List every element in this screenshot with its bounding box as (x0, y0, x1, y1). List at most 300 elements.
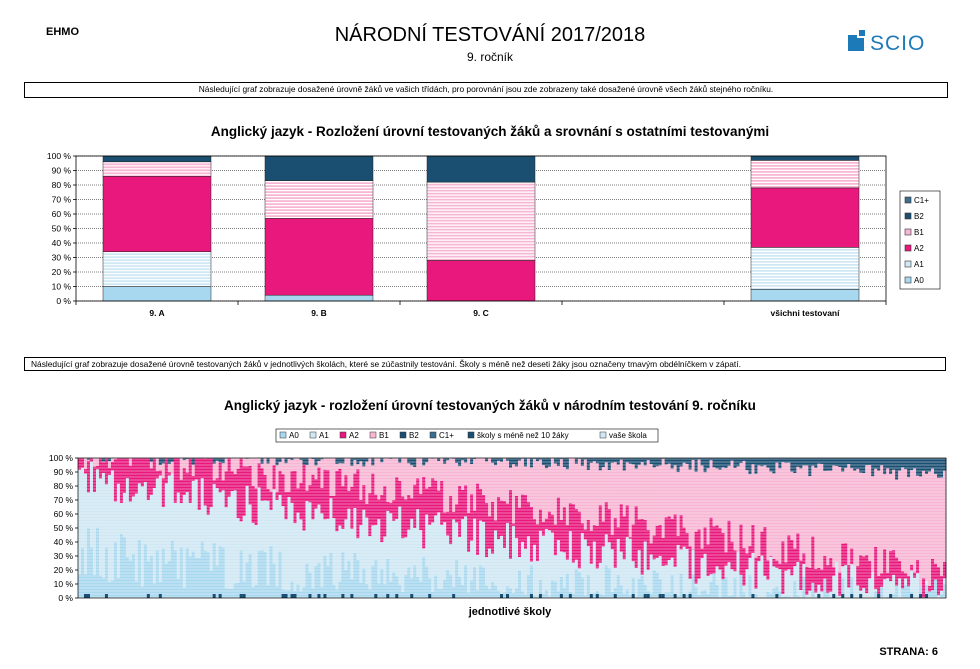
school-bar-segment (662, 566, 665, 597)
school-bar-segment (347, 509, 350, 561)
school-bar-segment (692, 549, 695, 574)
school-bar-segment (545, 529, 548, 590)
legend-label: A0 (914, 276, 924, 285)
school-bar-segment (853, 471, 856, 566)
bar-segment-A2 (751, 188, 859, 247)
school-bar-segment (470, 580, 473, 598)
school-bar-segment (599, 458, 602, 470)
school-bar-segment (108, 475, 111, 582)
school-bar-segment (443, 580, 446, 598)
school-bar-segment (249, 505, 252, 554)
y-tick-label: 30 % (51, 252, 71, 263)
y-tick-label: 70 % (53, 495, 73, 505)
x-tick-label: 9. B (311, 308, 327, 318)
school-bar-segment (180, 458, 183, 480)
school-bar-segment (497, 461, 500, 497)
school-bar-segment (419, 458, 422, 494)
small-school-marker (291, 594, 294, 598)
school-bar-segment (524, 595, 527, 598)
x-tick-label: všichni testovaní (770, 308, 840, 318)
school-bar-segment (317, 458, 320, 461)
school-bar-segment (620, 585, 623, 598)
school-bar-segment (494, 465, 497, 520)
school-bar-segment (377, 458, 380, 499)
bar-segment-B1 (427, 182, 535, 260)
bar-segment-B2 (265, 156, 373, 181)
school-bar-segment (365, 458, 368, 461)
school-bar-segment (509, 490, 512, 559)
bar-segment-fill (103, 156, 211, 162)
school-bar-segment (671, 575, 674, 598)
school-bar-segment (401, 496, 404, 538)
school-bar-segment (497, 539, 500, 590)
school-bar-segment (551, 515, 554, 533)
school-bar-segment (701, 558, 704, 591)
small-school-marker (219, 594, 222, 598)
school-bar-segment (270, 546, 273, 598)
school-bar-segment (596, 568, 599, 590)
school-bar-segment (707, 458, 710, 468)
school-bar-segment (862, 473, 865, 556)
school-bar-segment (213, 464, 216, 481)
school-bar-segment (566, 469, 569, 525)
y-tick-label: 60 % (51, 209, 71, 219)
school-bar-segment (458, 577, 461, 598)
school-bar-segment (264, 500, 267, 551)
school-bar-segment (739, 575, 742, 598)
school-bar-segment (587, 520, 590, 546)
school-bar-segment (901, 588, 904, 598)
school-bar-segment (78, 574, 81, 598)
school-bar-segment (545, 468, 548, 518)
legend-label: vaše škola (609, 431, 647, 440)
small-school-marker (374, 594, 377, 598)
school-bar-segment (305, 465, 308, 491)
bar-segment-fill (751, 289, 859, 301)
school-bar-segment (844, 458, 847, 468)
school-bar-segment (189, 556, 192, 598)
school-bar-segment (389, 459, 392, 503)
school-bar-segment (892, 550, 895, 575)
school-bar-segment (874, 547, 877, 589)
small-school-marker (539, 594, 542, 598)
school-bar-segment (742, 458, 745, 461)
school-bar-segment (150, 468, 153, 494)
legend-item-A2 (905, 244, 924, 253)
school-bar-segment (362, 510, 365, 569)
school-bar-segment (407, 530, 410, 568)
school-bar-segment (847, 587, 850, 598)
school-bar-segment (623, 517, 626, 560)
small-school-marker (632, 594, 635, 598)
school-bar-segment (413, 528, 416, 565)
school-bar-segment (279, 458, 282, 462)
y-tick-label: 0 % (56, 296, 71, 306)
school-bar-segment (772, 588, 775, 598)
school-bar-segment (108, 582, 111, 598)
school-bar-segment (353, 473, 356, 508)
school-bar-segment (766, 458, 769, 468)
legend-swatch (905, 197, 911, 203)
small-school-marker (859, 594, 862, 598)
legend-item (430, 431, 454, 440)
school-bar-segment (183, 588, 186, 598)
school-bar-segment (701, 549, 704, 559)
legend-swatch (430, 432, 436, 438)
school-bar-segment (195, 458, 198, 479)
school-bar-segment (922, 458, 925, 471)
school-bar-segment (288, 492, 291, 497)
school-bar-segment (850, 458, 853, 468)
school-bar-segment (470, 541, 473, 581)
school-bar-segment (237, 469, 240, 518)
legend-label: C1+ (914, 196, 929, 205)
school-bar-segment (392, 500, 395, 521)
school-bar-segment (659, 525, 662, 556)
school-bar-segment (183, 495, 186, 588)
school-bar-segment (883, 550, 886, 580)
class-levels-chart (0, 140, 980, 325)
legend-label: B2 (914, 212, 924, 221)
small-school-marker (395, 594, 398, 598)
school-bar-segment (521, 494, 524, 541)
school-bar-segment (368, 536, 371, 589)
school-bar-segment (252, 587, 255, 598)
school-bar-segment (808, 458, 811, 476)
school-bar-segment (404, 458, 407, 499)
school-bar-segment (698, 578, 701, 594)
school-bar-segment (305, 501, 308, 563)
small-school-marker (569, 594, 572, 598)
y-tick-label: 0 % (58, 593, 73, 603)
school-bar-segment (748, 575, 751, 598)
school-bar-segment (713, 467, 716, 526)
y-tick-label: 50 % (51, 223, 71, 234)
school-bar-segment (473, 459, 476, 511)
small-school-marker (105, 594, 108, 598)
school-bar-segment (380, 495, 383, 542)
school-bar-segment (126, 478, 129, 557)
school-bar-segment (246, 486, 249, 562)
school-bar-segment (296, 458, 299, 488)
school-bar-segment (512, 526, 515, 593)
school-bar-segment (620, 551, 623, 585)
school-bar-segment (671, 558, 674, 575)
school-bar-segment (150, 458, 153, 462)
legend-label: B2 (409, 431, 419, 440)
school-bar-segment (895, 586, 898, 598)
school-bar-segment (294, 458, 297, 471)
school-bar-segment (725, 458, 728, 468)
school-bar-segment (686, 594, 689, 598)
small-school-marker (386, 594, 389, 598)
school-bar-segment (90, 462, 93, 548)
school-bar-segment (515, 496, 518, 538)
small-school-marker (590, 594, 593, 598)
school-bar-segment (123, 458, 126, 493)
small-school-marker (662, 594, 665, 598)
school-bar-segment (371, 525, 374, 565)
school-bar-segment (733, 571, 736, 577)
school-bar-segment (677, 545, 680, 596)
chart2-bars (78, 458, 946, 598)
school-bar-segment (748, 458, 751, 474)
school-bar-segment (784, 562, 787, 570)
school-bar-segment (96, 528, 99, 598)
school-bar-segment (350, 487, 353, 529)
school-bar-segment (461, 585, 464, 598)
small-school-marker (644, 594, 647, 598)
y-tick-label: 60 % (53, 509, 73, 519)
school-bar-segment (383, 536, 386, 584)
small-school-marker (147, 594, 150, 598)
school-bar-segment (799, 469, 802, 561)
school-bar-segment (856, 458, 859, 469)
school-code: EHMO (46, 26, 79, 38)
school-bar-segment (829, 458, 832, 471)
school-bar-segment (374, 525, 377, 560)
small-school-marker (689, 594, 692, 598)
school-bar-segment (934, 564, 937, 580)
school-bar-segment (84, 473, 87, 574)
school-bar-segment (587, 575, 590, 598)
school-bar-segment (883, 474, 886, 549)
school-bar-segment (323, 556, 326, 598)
school-bar-segment (757, 556, 760, 561)
school-bar-segment (509, 458, 512, 468)
small-school-marker (410, 594, 413, 598)
school-bar-segment (96, 466, 99, 469)
school-bar-segment (916, 458, 919, 476)
school-bar-segment (102, 458, 105, 461)
school-bar-segment (778, 564, 781, 569)
school-bar-segment (413, 467, 416, 485)
school-bar-segment (629, 464, 632, 537)
school-bar-segment (695, 587, 698, 598)
school-bar-segment (733, 458, 736, 468)
school-bar-segment (302, 530, 305, 586)
school-bar-segment (485, 461, 488, 503)
school-bar-segment (590, 531, 593, 564)
school-bar-segment (404, 575, 407, 598)
legend-swatch (905, 229, 911, 235)
school-bar-segment (111, 462, 114, 471)
school-bar-segment (302, 587, 305, 598)
school-bar-segment (668, 516, 671, 560)
school-bar-segment (383, 486, 386, 536)
school-bar-segment (141, 486, 144, 586)
school-bar-segment (769, 556, 772, 557)
legend-label: A1 (914, 260, 924, 269)
school-bar-segment (527, 575, 530, 598)
school-bar-segment (671, 458, 674, 469)
school-bar-segment (371, 473, 374, 525)
school-bar-segment (249, 466, 252, 505)
school-bar-segment (877, 458, 880, 471)
school-bar-segment (413, 485, 416, 528)
school-bar-segment (889, 474, 892, 551)
chart1-y-tick-labels (47, 151, 72, 306)
y-tick-label: 10 % (51, 281, 71, 292)
school-bar-segment (554, 581, 557, 598)
school-bar-segment (787, 463, 790, 536)
bar-segment-B2 (427, 156, 535, 182)
school-bar-segment (778, 458, 781, 468)
legend-swatch (905, 277, 911, 283)
small-school-marker (614, 594, 617, 598)
class-chart-note: Následující graf zobrazuje dosažené úrovně žáků ve vašich třídách, pro porovnání jsou zde zobrazeny také dosažené úrovně všech žáků stejného ročníku. (24, 82, 948, 98)
school-bar-segment (93, 467, 96, 492)
school-bar-segment (485, 586, 488, 598)
school-bar-segment (264, 475, 267, 501)
school-bar-segment (416, 577, 419, 598)
school-bar-segment (799, 560, 802, 590)
legend-swatch (468, 432, 474, 438)
school-bar-segment (841, 472, 844, 544)
legend-item (468, 431, 569, 440)
y-tick-label: 80 % (53, 481, 73, 491)
small-school-marker (659, 594, 662, 598)
bar-segment-fill (751, 156, 859, 160)
school-bar-segment (377, 519, 380, 583)
school-bar-segment (853, 458, 856, 471)
page-title: NÁRODNÍ TESTOVÁNÍ 2017/2018 (334, 24, 646, 46)
small-school-marker (213, 594, 216, 598)
school-bar-segment (692, 460, 695, 549)
y-tick-label: 50 % (53, 523, 73, 533)
school-bar-segment (880, 587, 883, 598)
small-school-marker (560, 594, 563, 598)
school-bar-segment (925, 474, 928, 581)
bar-segment-A1 (751, 247, 859, 289)
school-bar-segment (494, 586, 497, 598)
school-bar-segment (790, 472, 793, 540)
school-bar-segment (473, 511, 476, 519)
school-bar-segment (862, 588, 865, 598)
school-bar-segment (87, 460, 90, 461)
school-bar-segment (87, 528, 90, 598)
school-bar-segment (380, 462, 383, 495)
school-bar-segment (814, 569, 817, 592)
y-tick-label: 10 % (53, 579, 73, 589)
school-bar-segment (901, 571, 904, 588)
bar-segment-fill (103, 287, 211, 302)
school-bar-segment (886, 469, 889, 573)
school-bar-segment (518, 508, 521, 557)
school-bar-segment (850, 548, 853, 564)
small-school-marker (925, 594, 928, 598)
x-tick-label: 9. A (149, 308, 165, 318)
school-bar-segment (581, 466, 584, 523)
school-bar-segment (344, 519, 347, 569)
school-bar-segment (617, 575, 620, 598)
school-bar-segment (308, 485, 311, 502)
school-bar-segment (407, 495, 410, 530)
legend-item (340, 431, 359, 440)
logo-corner (858, 29, 866, 37)
school-bar-segment (557, 540, 560, 591)
school-bar-segment (626, 462, 629, 505)
school-bar-segment (246, 562, 249, 598)
school-bar-segment (533, 519, 536, 545)
school-bar-segment (716, 458, 719, 468)
schools-chart-note: Následující graf zobrazuje dosažené úrovně testovaných žáků v jednotlivých školách, které se zúčastnily testování. Školy s méně než deseti žáky jsou označeny tmavým obdélníčkem v zápatí. (24, 357, 946, 371)
school-bar-segment (506, 461, 509, 504)
school-bar-segment (766, 580, 769, 592)
bar-segment-A0 (265, 295, 373, 301)
school-bar-segment (452, 520, 455, 587)
school-bar-segment (695, 472, 698, 532)
school-bar-segment (392, 458, 395, 500)
school-bar-segment (844, 468, 847, 544)
school-bar-segment (772, 559, 775, 566)
small-school-marker (919, 594, 922, 598)
school-bar-segment (386, 559, 389, 598)
school-bar-segment (856, 469, 859, 566)
school-bar-segment (317, 563, 320, 598)
school-bar-segment (653, 536, 656, 560)
school-bar-segment (895, 458, 898, 480)
school-bar-segment (449, 575, 452, 598)
school-bar-segment (940, 576, 943, 591)
school-bar-segment (419, 581, 422, 598)
school-bar-segment (437, 491, 440, 513)
legend-item (400, 431, 419, 440)
y-tick-label: 100 % (46, 151, 71, 161)
bar-segment-fill (751, 188, 859, 247)
school-bar-segment (713, 526, 716, 573)
school-bar-segment (473, 567, 476, 598)
school-bar-segment (273, 563, 276, 598)
school-bar-segment (183, 468, 186, 495)
bar-segment-fill (103, 252, 211, 287)
small-school-marker (850, 594, 853, 598)
school-bar-segment (823, 458, 826, 471)
school-bar-segment (871, 458, 874, 476)
school-bar-segment (656, 526, 659, 558)
school-bar-segment (922, 471, 925, 578)
school-bar-segment (294, 471, 297, 523)
school-bar-segment (889, 458, 892, 474)
small-school-marker (294, 594, 297, 598)
school-bar-segment (856, 586, 859, 598)
school-bar-segment (536, 458, 539, 461)
school-bar-segment (760, 556, 763, 598)
school-bar-segment (844, 544, 847, 566)
school-bar-segment (255, 458, 258, 488)
school-bar-segment (159, 475, 162, 581)
school-bar-segment (108, 458, 111, 461)
school-bar-segment (168, 475, 171, 560)
school-bar-segment (135, 581, 138, 598)
y-tick-label: 100 % (48, 453, 73, 463)
school-bar-segment (162, 478, 165, 507)
school-bar-segment (545, 519, 548, 529)
legend-label: A0 (289, 431, 299, 440)
school-bar-segment (638, 519, 641, 550)
school-bar-segment (913, 458, 916, 468)
school-bar-segment (602, 595, 605, 598)
school-bar-segment (491, 582, 494, 598)
small-school-marker (341, 594, 344, 598)
school-bar-segment (147, 458, 150, 500)
school-bar-segment (443, 512, 446, 522)
small-school-marker (877, 594, 880, 598)
school-bar-segment (799, 458, 802, 469)
school-bar-segment (925, 458, 928, 474)
small-school-marker (751, 594, 754, 598)
school-bar-segment (668, 464, 671, 517)
